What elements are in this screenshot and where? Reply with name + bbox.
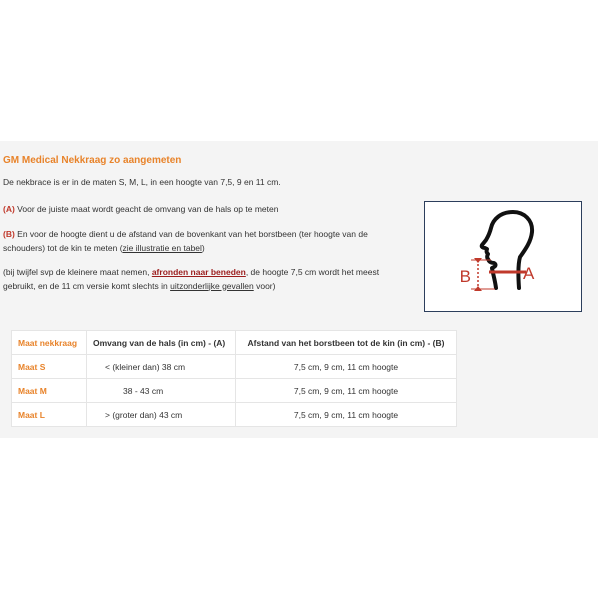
paragraph-c-pre: (bij twijfel svp de kleinere maat nemen, [3, 267, 152, 277]
header-size: Maat nekkraag [12, 331, 87, 355]
paragraph-c-end: voor) [253, 280, 276, 291]
row-height: 7,5 cm, 9 cm, 11 cm hoogte [236, 403, 457, 427]
table-row [12, 379, 457, 403]
header-circumference: Omvang van de hals (in cm) - (A) [87, 331, 236, 355]
row-size: Maat M [12, 379, 87, 403]
head-profile-svg [425, 202, 581, 311]
paragraph-b [3, 228, 403, 255]
row-size: Maat L [12, 403, 87, 427]
illustration-link[interactable]: zie illustratie en tabel [122, 242, 202, 253]
row-circumference: > (groter dan) 43 cm [87, 403, 236, 427]
marker-a: (A) [3, 204, 15, 214]
row-circumference: 38 - 43 cm [87, 379, 236, 403]
label-b: B [459, 267, 471, 286]
size-table [11, 330, 457, 427]
row-circumference: < (kleiner dan) 38 cm [87, 355, 236, 379]
header-height: Afstand van het borstbeen tot de kin (in cm) - (B) [236, 331, 457, 355]
exceptional-cases-link[interactable]: uitzonderlijke gevallen [170, 280, 254, 291]
row-height: 7,5 cm, 9 cm, 11 cm hoogte [236, 379, 457, 403]
paragraph-a [3, 203, 403, 217]
intro-text: De nekbrace is er in de maten S, M, L, in een hoogte van 7,5, 9 en 11 cm. [3, 177, 281, 187]
paragraph-b-text: En voor de hoogte dient u de afstand van de bovenkant van het borstbeen (ter hoogte van de schouders) tot de kin te meten ( [3, 229, 368, 253]
row-height: 7,5 cm, 9 cm, 11 cm hoogte [236, 355, 457, 379]
neck-measurement-illustration [424, 201, 582, 312]
round-down-link[interactable]: afronden naar beneden [151, 267, 246, 277]
table-row [12, 403, 457, 427]
label-a: A [523, 264, 535, 283]
paragraph-c [3, 266, 403, 293]
paragraph-c-mid: , de hoogte 7,5 cm wordt het meest gebruikt, en de 11 cm versie komt slechts in [3, 267, 380, 291]
paragraph-a-text: Voor de juiste maat wordt geacht de omvang van de hals op te meten [14, 204, 279, 214]
table-header-row [12, 331, 457, 355]
table-row [12, 355, 457, 379]
row-size: Maat S [12, 355, 87, 379]
page-title: GM Medical Nekkraag zo aangemeten [3, 155, 182, 166]
marker-b: (B) [3, 229, 15, 239]
paragraph-b-end: ) [201, 242, 205, 253]
